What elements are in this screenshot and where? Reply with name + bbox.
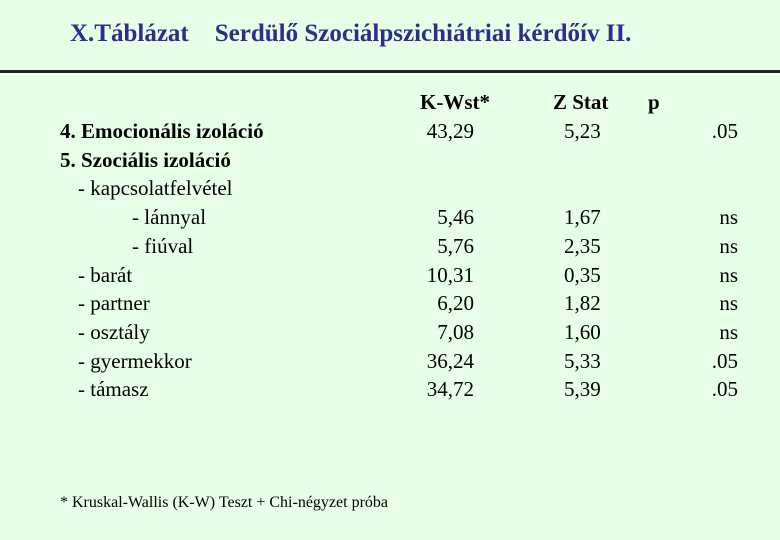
kwst-value: 36,24 (426, 349, 474, 373)
p-value: .05 (711, 119, 738, 143)
zstat-value: 5,33 (564, 349, 601, 373)
title-subject: Serdülő Szociálpszichiátriai kérdőív II. (214, 20, 632, 47)
zstat-value: 2,35 (564, 234, 601, 258)
p-value: ns (719, 205, 738, 229)
zstat-value: 1,60 (564, 320, 601, 344)
p-value: ns (719, 263, 738, 287)
row-label: - barát (78, 263, 133, 287)
table-row (0, 320, 780, 349)
p-value: ns (719, 291, 738, 315)
table-row (0, 291, 780, 320)
row-label: 4. Emocionális izoláció (60, 119, 264, 143)
p-value: .05 (711, 349, 738, 373)
row-label: 5. Szociális izoláció (60, 148, 231, 172)
p-value: ns (719, 320, 738, 344)
footnote: * Kruskal-Wallis (K-W) Teszt + Chi-négyzet próba (60, 494, 388, 511)
table-row (0, 119, 780, 148)
table-row (0, 377, 780, 406)
table-row (0, 148, 780, 177)
table-row (0, 176, 780, 205)
p-value: .05 (711, 377, 738, 401)
row-label: - fiúval (132, 234, 194, 258)
table-row (0, 205, 780, 234)
slide-title (70, 20, 631, 48)
row-label: - kapcsolatfelvétel (78, 176, 233, 200)
zstat-value: 5,39 (564, 377, 601, 401)
zstat-value: 5,23 (564, 119, 601, 143)
row-label: - gyermekkor (78, 349, 192, 373)
kwst-value: 6,20 (437, 291, 474, 315)
title-divider (0, 70, 780, 73)
kwst-value: 34,72 (426, 377, 474, 401)
table-row (0, 263, 780, 292)
kwst-value: 5,76 (437, 234, 474, 258)
header-p: p (648, 90, 660, 114)
kwst-value: 7,08 (437, 320, 474, 344)
kwst-value: 5,46 (437, 205, 474, 229)
row-label: - osztály (78, 320, 150, 344)
table-row (0, 349, 780, 378)
header-zstat: Z Stat (553, 90, 609, 114)
row-label: - lánnyal (132, 205, 207, 229)
kwst-value: 43,29 (426, 119, 474, 143)
zstat-value: 1,82 (564, 291, 601, 315)
p-value: ns (719, 234, 738, 258)
table-row (0, 234, 780, 263)
row-label: - támasz (78, 377, 149, 401)
title-table-number: X.Táblázat (70, 20, 189, 47)
zstat-value: 1,67 (564, 205, 601, 229)
zstat-value: 0,35 (564, 263, 601, 287)
header-kwst: K-Wst* (420, 90, 490, 114)
row-label: - partner (78, 291, 150, 315)
kwst-value: 10,31 (426, 263, 474, 287)
